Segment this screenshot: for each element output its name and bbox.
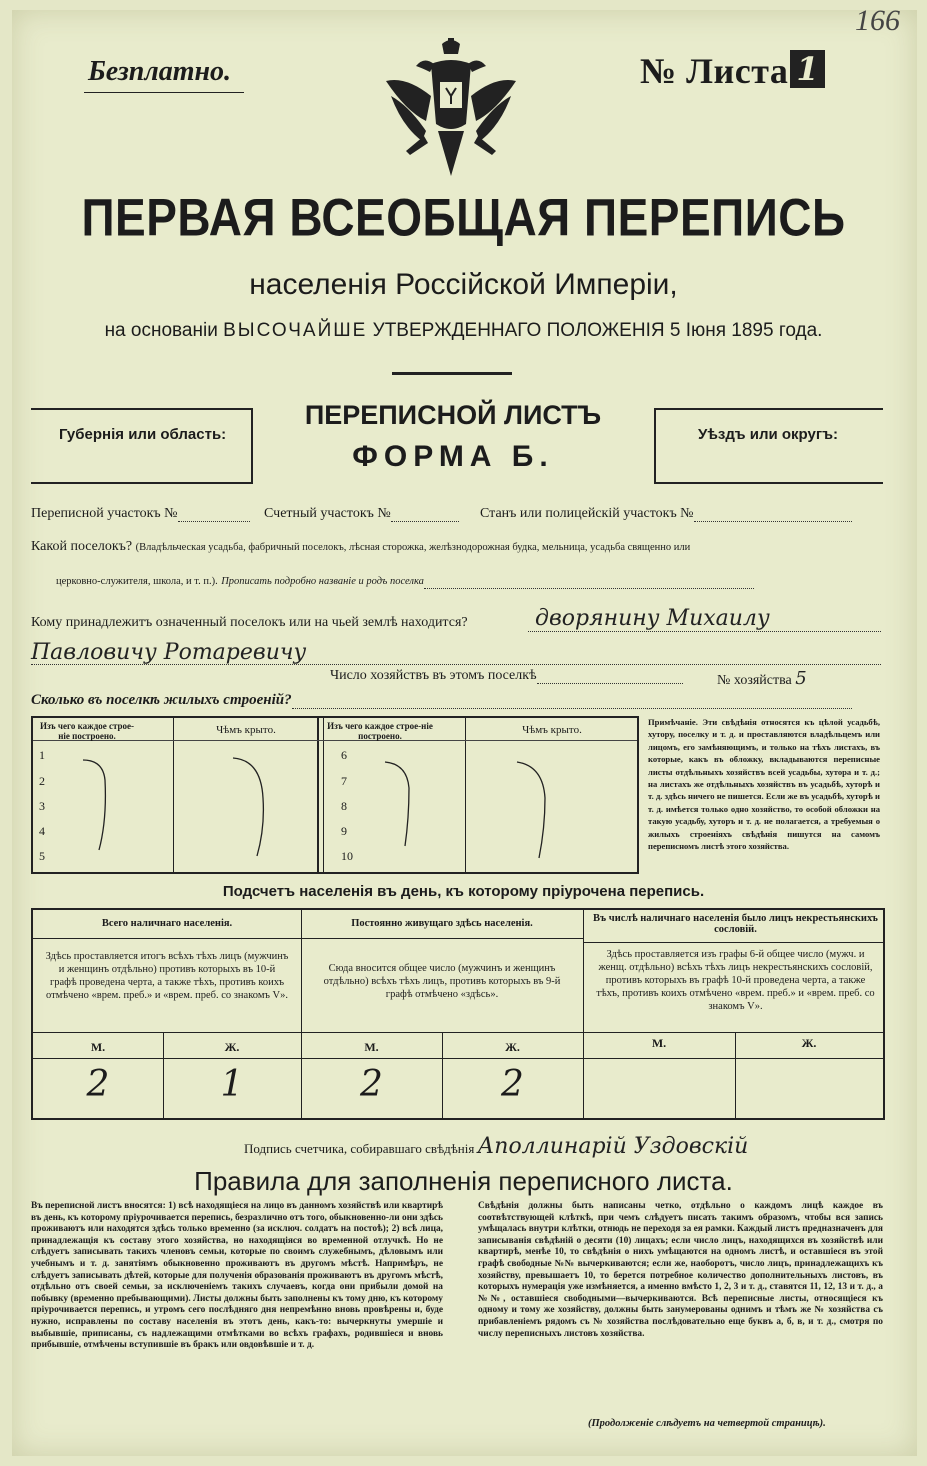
row-number: 5 (39, 849, 45, 863)
rules-left-column: Въ переписной листъ вносятся: 1) всѣ находящіеся на лицо въ данномъ хозяйствѣ или квартирѣ въ день, къ которому пріурочивается перепись, безразлично отъ того, обыкновенно-ли они здѣсь проживаютъ или находятся здѣсь только временно (за исключ. солдатъ на постоѣ); 2) всѣ лица, принадлежащія къ составу этого хозяйства, но находящіяся во временной отлучкѣ. Но не слѣдуетъ записывать такихъ членовъ семьи, которые по своимъ служебнымъ, дѣловымъ или учебнымъ и т. д. занятіямъ обыкновенно проживаютъ въ другомъ мѣстѣ. Напримѣръ, не слѣдуетъ записывать дѣтей, которые для полученія образованія проживаютъ въ другомъ мѣстѣ, отдѣльно отъ своей семьи, за исключеніемъ такихъ случаевъ, когда они прибыли домой на побывку (временно пребывающими). Листы должны быть заполнены къ тому дню, къ которому пріурочивается перепись, и утромъ сего послѣдняго дня непремѣнно вновь провѣрены и, буде нужно, исправлены по составу населенія въ этотъ день, какъ-то: вычеркнуты умершіе и выбывшіе, приписаны, съ надлежащими отмѣтками во всѣхъ графахъ, родившіеся и вновь прибывшіе, отмѣчены вступившіе въ бракъ или овдовѣвшіе и т. д. (31, 1201, 443, 1351)
counting-district-blank (391, 507, 459, 522)
settlement-hint-line (56, 573, 754, 589)
census-district-blank (178, 507, 250, 522)
female-label: Ж. (224, 1040, 240, 1054)
sheet-number (640, 50, 820, 92)
district-box (654, 408, 883, 484)
province-box (31, 408, 253, 484)
province-label: Губернія или область: (59, 426, 227, 443)
owner-value-1: дворянину Михаилу (535, 606, 770, 631)
basis-prefix: на основаніи (104, 320, 218, 341)
counting-district-label: Счетный участокъ № (264, 506, 391, 521)
female-label: Ж. (505, 1040, 520, 1054)
row-number: 4 (39, 824, 45, 838)
row-number: 3 (39, 799, 45, 813)
owner-value-2: Павловичу Ротаревичу (31, 640, 307, 665)
rules-right-column: Свѣдѣнія должны быть написаны четко, отдѣльно о каждомъ лицѣ каждое въ соотвѣтствующей клѣткѣ, при чемъ слѣдуетъ писать такимъ образомъ, чтобы вся запись умѣщалась внутри клѣтки, отнюдь не переходя за ея рамки. Каждый листъ предназначенъ для записыванія свѣдѣній о десяти (10) лицахъ; если число лицъ, находящихся въ хозяйствѣ или квартирѣ, менѣе 10, то свѣдѣнія о нихъ умѣщаются на одномъ листѣ, и оставшіеся въ этой графѣ свободные №№ вычеркиваются; если же, наоборотъ, число лицъ, принадлежащихъ къ хозяйству, превышаетъ 10, то берется потребное количество дополнительныхъ листовъ, въ которыхъ нумерація уже измѣняется, а именно вмѣсто 1, 2, 3 и т. д., ставятся 11, 12, 13 и т. д., а №№, оставшіеся свободными—вычеркиваются. Всѣ переписные листы, относящіеся къ одному и тому же хозяйству, должны быть занумерованы однимъ и тѣмъ же № хозяйства съ прибавленіемъ рядомъ съ № хозяйства послѣдовательно еще буквъ а, б, в, и т. д., смотря по числу переписныхъ листовъ хозяйства. (478, 1201, 883, 1339)
male-label: М. (651, 1036, 667, 1050)
police-station-field (480, 506, 852, 522)
basis-caps: ВЫСОЧАЙШЕ (223, 320, 368, 341)
sheet-number-value: 1 (790, 50, 825, 88)
settlement-hint-1: (Владѣльческая усадьба, фабричный поселокъ, лѣсная сторожка, желѣзнодорожная будка, мельница, усадьба священно или (135, 542, 691, 553)
owner-field (31, 615, 468, 631)
settlement-label: Какой поселокъ? (31, 539, 133, 554)
row-number: 6 (341, 748, 347, 762)
household-number-value: 5 (795, 668, 807, 689)
households-label: Число хозяйствъ въ этомъ поселкѣ (330, 668, 537, 683)
buildings-count-field (31, 692, 852, 709)
basis-rest: УТВЕРЖДЕННАГО ПОЛОЖЕНІЯ 5 Іюня 1895 года. (372, 320, 823, 341)
buildings-count-blank (292, 694, 852, 709)
continued-note: (Продолженіе слѣдуетъ на четвертой страницѣ). (588, 1418, 826, 1429)
calc-head-resident: Постоянно живущаго здѣсь населенія. (351, 918, 533, 929)
row-number: 2 (39, 774, 45, 788)
document-title: ПЕРВАЯ ВСЕОБЩАЯ ПЕРЕПИСЬ (81, 187, 846, 247)
counting-district-field (264, 506, 459, 522)
settlement-blank (424, 574, 754, 589)
census-district-field (31, 506, 250, 522)
owner-label: Кому принадлежитъ означенный поселокъ или на чьей землѣ находится? (31, 615, 468, 630)
buildings-table (31, 716, 639, 874)
settlement-hint-2: церковно-служителя, школа, и т. п.). (56, 576, 218, 587)
calc-line (33, 1032, 883, 1033)
row-number: 10 (341, 849, 353, 863)
title-rule (392, 372, 512, 375)
households-field (330, 668, 683, 684)
police-station-label: Станъ или полицейскій участокъ № (480, 506, 694, 521)
form-subtitle: ФОРМА Б. (352, 440, 554, 473)
document-subtitle-basis (0, 320, 927, 342)
owner-line-2 (31, 664, 881, 665)
row-number: 8 (341, 799, 347, 813)
population-count-table (31, 908, 885, 1120)
document-subtitle: населенія Россійской Имперіи, (249, 268, 678, 301)
male-label: М. (90, 1040, 106, 1054)
row-number: 1 (39, 748, 45, 762)
calc-desc-resident: Сюда вносится общее число (мужчинъ и женщинъ отдѣльно) всѣхъ тѣхъ лицъ, противъ которыхъ въ 9-й графѣ отмѣчено «здѣсь». (323, 963, 561, 1000)
settlement-field (31, 539, 690, 555)
district-label: Уѣздъ или округъ: (698, 426, 839, 443)
calc-head-line (33, 938, 583, 939)
household-number-field (717, 668, 807, 689)
calc-desc-present: Здѣсь проставляется итогъ всѣхъ тѣхъ лицъ (мужчинъ и женщинъ отдѣльно) противъ которыхъ въ 10-й графѣ проведена черта, а также тѣхъ, противъ коихъ отмѣчено «врем. преб.» и «врем. преб. со знакомъ V». (45, 951, 289, 1001)
calc-head-line (583, 942, 883, 943)
buildings-head-roof-right: Чѣмъ крыто. (522, 724, 582, 736)
archive-page-number: 166 (855, 4, 900, 37)
calc-desc-nonpeasant: Здѣсь проставляется изъ графы 6-й общее число (мужч. и женщ. отдѣльно) всѣхъ тѣхъ лицъ некрестьянскихъ сословій, противъ которыхъ въ графѣ 10-й проведена черта, а также тѣхъ, противъ коихъ отмѣчено «врем. преб.» и «врем. преб. со знакомъ V». (596, 949, 875, 1012)
household-number-label: № хозяйства (717, 673, 792, 688)
rules-title: Правила для заполненія переписного листа. (194, 1166, 733, 1196)
signature-label: Подпись счетчика, собиравшаго свѣдѣнія (244, 1141, 475, 1156)
resident-female-value: 2 (501, 1064, 524, 1105)
female-label: Ж. (801, 1036, 817, 1050)
owner-line-1 (528, 631, 881, 632)
calc-line (33, 1058, 883, 1059)
row-number: 7 (341, 774, 347, 788)
counter-signature-field (244, 1134, 748, 1159)
handwritten-dashes-icon (33, 718, 637, 872)
signature-value: Аполлинарій Уздовскій (477, 1134, 749, 1159)
buildings-head-material-right: Изъ чего каждое строе-ніе построено. (327, 721, 433, 741)
free-underline (84, 92, 244, 93)
free-label: Безплатно. (88, 56, 232, 87)
households-blank (537, 669, 683, 684)
buildings-head-material-left: Изъ чего каждое строе-ніе построено. (39, 721, 135, 741)
sheet-number-label: № Листа (640, 51, 789, 91)
row-number: 9 (341, 824, 347, 838)
resident-male-value: 2 (360, 1064, 383, 1105)
form-title: ПЕРЕПИСНОЙ ЛИСТЪ (304, 400, 602, 430)
male-label: М. (364, 1040, 379, 1054)
double-headed-eagle-icon (376, 36, 526, 186)
present-female-value: 1 (220, 1064, 244, 1105)
settlement-hint-3: Прописать подробно названіе и родъ поселка (221, 576, 424, 587)
present-male-value: 2 (86, 1064, 110, 1105)
police-station-blank (694, 507, 852, 522)
calc-head-present: Всего наличнаго населенія. (101, 918, 233, 929)
calc-head-nonpeasant: Въ числѣ наличнаго населенія было лицъ некрестьянскихъ сословій. (593, 913, 878, 935)
buildings-count-label: Сколько въ поселкѣ жилыхъ строеній? (31, 692, 292, 708)
population-count-title: Подсчетъ населенія въ день, къ которому пріурочена перепись. (222, 883, 705, 900)
note-text: Примѣчаніе. Эти свѣдѣнія относятся къ цѣлой усадьбѣ, хутору, поселку и т. д. и проставляются владѣльцемъ или лицомъ, его замѣняющимъ, и только на тѣхъ листахъ, въ которые, какъ въ обложку, вкладываются переписные листы отдѣльныхъ хозяйствъ всей усадьбы, хутора и т. д.; на листахъ же отдѣльныхъ хозяйствъ въ усадьбѣ, хуторѣ и т. д. здѣсь ничего не пишется. Если же въ усадьбѣ, хуторѣ и т. д. имѣется только одно хозяйство, то особой обложки на такую усадьбу, хуторъ и т. д. не полагается, а требуемыя о жилыхъ строеніяхъ свѣдѣнія пишутся на самомъ переписномъ листѣ этого хозяйства. (648, 717, 880, 852)
census-district-label: Переписной участокъ № (31, 506, 178, 521)
buildings-head-roof-left: Чѣмъ крыто. (216, 724, 276, 736)
